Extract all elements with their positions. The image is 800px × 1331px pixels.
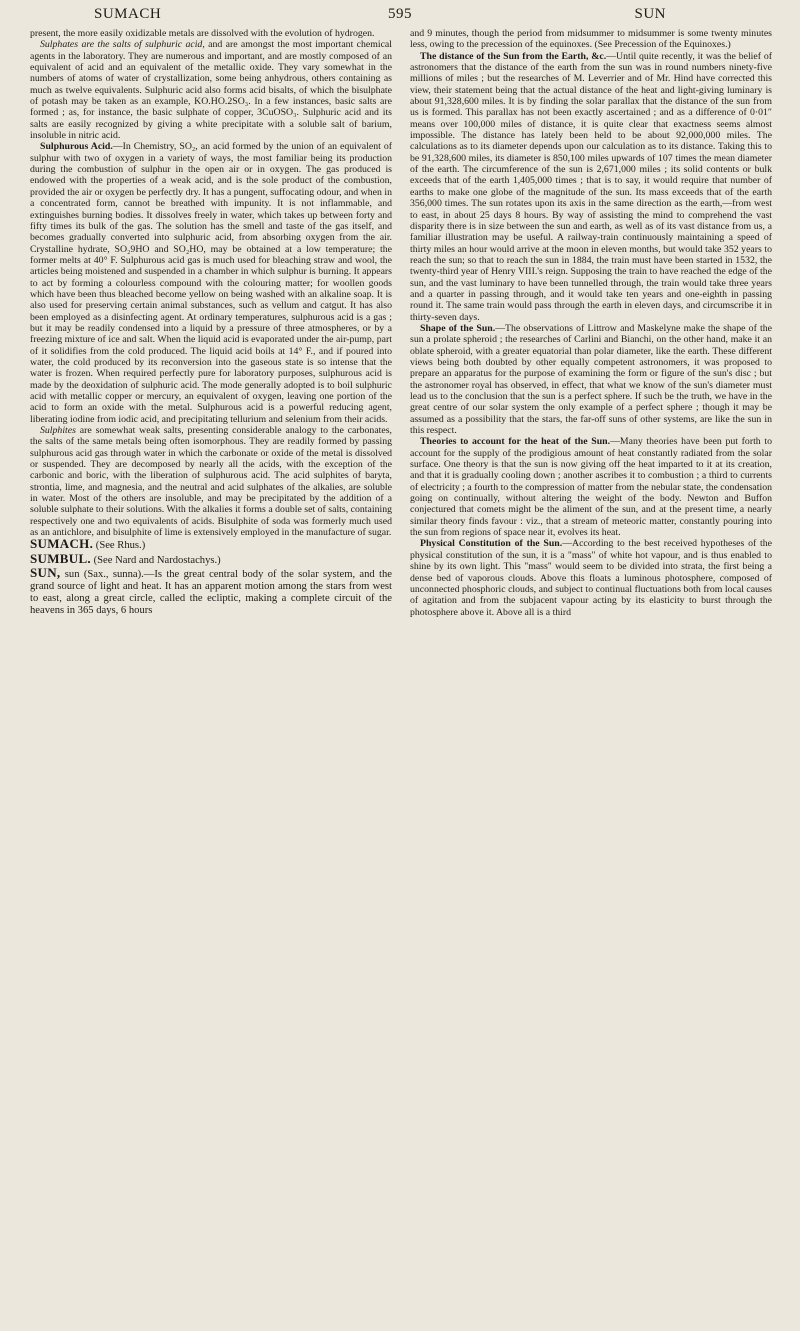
paragraph-body: —The observations of Littrow and Maskelyne make the shape of the sun a prolate spheroid ; the researches of Carlini and Bianchi, on the other hand, make it an oblate spheroid, with a greater equatorial than polar diameter, like the earth. These different views being both doubted by other equally competent astronomers, it was proposed to prepare an apparatus for the purpose of examining the form or figure of the sun's disc ; but the astronomer royal has observed, in effect, that what we know of the sun's diameter must lead us to the conclusion that the sun is a perfect sphere. If such be the truth, we have in the great centre of our solar system the only example of a perfect sphere ; though it may be assumed as a possibility that the stars, the far-off suns of other systems, are like the sun in this respect. (410, 322, 772, 437)
paragraph-body: —Many theories have been put forth to account for the supply of the prodigious amount of heat constantly radiated from the solar surface. One theory is that the sun is now giving off the heat imparted to it at its creation, and that it is gradually cooling down ; another ascribes it to combustion ; a third to currents of electricity ; a fourth to the compression of matter from the nebular state, the condensation going on continually, without altering the weight of the body. Newton and Buffon conjectured that comets might be the aliment of the sun, and at the present time, a nearly similar theory finds favour : viz., that a stream of meteoric matter, constantly pouring into the sun from regions of space near it, evolves its heat. (410, 436, 773, 539)
paragraph-lead: The distance of the Sun from the Earth, &c. (420, 50, 607, 62)
header-right-word: SUN (634, 6, 666, 22)
paragraph (30, 39, 392, 141)
page-number: 595 (388, 6, 412, 22)
paragraph-body: —According to the best received hypotheses of the physical constitution of the sun, it is a "mass" of white hot vapour, and is thus enabled to shine by its own light. This "mass" would seem to be divided into strata, the first being a dense bed of vaporous clouds. Above this floats a luminous photosphere, composed of unconnected phosphoric clouds, and subject to continual fluctuations both from local causes of agitation and from the subjacent vapour acting by its elasticity to burst through the photosphere above it. Above all is a third (410, 538, 772, 618)
paragraph (410, 538, 772, 617)
paragraph-body: —In Chemistry, SO₂, an acid formed by the union of an equivalent of sulphur with two of oxygen in a variety of ways, the most familiar being its production during the combustion of sulphur in the open air or in oxygen. The gas produced is endowed with the properties of a weak acid, and is the sole product of the combustion, provided the air or oxygen be perfectly dry. It has a pungent, suffocating odour, and when in a concentrated form, cannot be breathed with impunity. It is not inflammable, and extinguishes burning bodies. It dissolves freely in water, which takes up between forty and fifty times its bulk of the gas. The solution has the smell and taste of the gas itself, and becomes gradually converted into sulphuric acid, from absorbing oxygen from the air. Crystalline hydrate, SO₂9HO and SO₂HO, may be obtained at a low temperature; the former melts at 40° F. Sulphurous acid gas is much used for bleaching straw and wool, the articles being moistened and suspended in a chamber in which sulphur is burning. It appears to act by forming a colourless compound with the colouring matter; for woollen goods which have been thus bleached become yellow on being washed with an alkaline soap. It is also used for preserving certain animal substances, such as vellum and catgut. It has also been employed as a disinfecting agent. At ordinary temperatures, sulphurous acid is a gas ; but it may be readily condensed into a liquid by a pressure of three atmospheres, or by a freezing mixture of ice and salt. When the liquid acid is evaporated under the air-pump, part of it solidifies from the cold produced. The liquid acid boils at 14° F., and if poured into water, the cold produced by its reconversion into the gaseous state is so intense that the water is frozen. When required perfectly pure for laboratory purposes, sulphurous acid is made by the deoxidation of sulphuric acid. The mode generally adopted is to boil sulphuric acid with metallic copper or mercury, an equivalent of oxygen, leaving one portion of the acid to form an oxide with the metal. Sulphurous acid is a powerful reducing agent, liberating iodine from iodic acid, and precipitating tellurium and selenium from their acids. (30, 141, 392, 425)
right-column (410, 28, 772, 1331)
entry-body: (See Rhus.) (93, 540, 146, 552)
entry-body: sun (Sax., sunna).—Is the great central body of the solar system, and the grand source of light and heat. It has an apparent motion among the stars from west to east, along a great circle, called the ecliptic, making a complete circuit of the heavens in 365 days, 6 hours (30, 568, 392, 616)
dictionary-entry-sumbul (30, 550, 392, 567)
paragraph (30, 425, 392, 538)
paragraph-body: are somewhat weak salts, presenting considerable analogy to the carbonates, the salts of the same metals being often isomorphous. They are readily formed by passing sulphurous acid gas through water in which the carbonate or oxide of the metal is dissolved or suspended. They are decomposed by nearly all the acids, with the exception of the carbonic and boric, with the liberation of sulphurous acid. The acid sulphites of baryta, strontia, lime, and magnesia, and the neutral and acid sulphates of the alkalies, are soluble in water. Most of the others are insoluble, and may be precipitated by the addition of a soluble sulphate to their solutions. With the alkalies it forms a double set of salts, containing respectively one and two equivalents of acids. Bisulphite of soda was formerly much used as an antichlore, and bisulphite of lime is extensively employed in the manufacture of sugar. (30, 425, 392, 539)
paragraph (410, 436, 772, 538)
paragraph-lead: Sulphates are the salts of sulphuric acid, (40, 39, 205, 51)
paragraph: and 9 minutes, though the period from midsummer to midsummer is some twenty minutes less, owing to the precession of the equinoxes. (See Precession of the Equinoxes.) (410, 28, 772, 51)
entry-body: (See Nard and Nardostachys.) (90, 554, 221, 566)
paragraph: present, the more easily oxidizable metals are dissolved with the evolution of hydrogen. (30, 28, 375, 39)
dictionary-entry-sun (30, 564, 392, 617)
entry-headword: SUMBUL. (30, 550, 91, 566)
entry-headword: SUN, (30, 564, 61, 580)
paragraph-body: and are amongst the most important chemical agents in the laboratory. They are numerous and important, and are mostly composed of an equivalent of acid and an equivalent of the metallic oxide. They vary somewhat in the numbers of atoms of water of crystallization, some being anhydrous, others containing as much as twelve equivalents. Sulphuric acid also forms acid bisalts, of which the bisulphate of potash may be taken as an example, KO.HO.2SO₃. In a few instances, basic salts are formed ; as, for instance, the basic sulphate of copper, 3CuOSO₃. Sulphuric acid and its salts are easily recognized by giving a white precipitate with a soluble salt of barium, insoluble in nitric acid. (30, 39, 393, 142)
paragraph (410, 323, 772, 436)
paragraph-lead: Physical Constitution of the Sun. (420, 538, 563, 550)
header-left-word: SUMACH (94, 6, 162, 22)
paragraph-lead: Theories to account for the heat of the Sun. (420, 436, 611, 448)
entry-headword: SUMACH. (30, 536, 94, 552)
paragraph-body: —Until quite recently, it was the belief of astronomers that the distance of the earth from the sun was in round numbers ninety-five millions of miles ; but the researches of M. Leverrier and of Mr. Hind have corrected this view, their statement being that the actual distance of the heat and light-giving luminary is about 91,328,600 miles. It is by finding the solar parallax that the distance of the sun from us is formed. This parallax has not been exactly ascertained ; and as a difference of 0·01″ means over 100,000 miles of distance, it is quite clear that exactness seems almost impossible. The distance has lately been held to be about 92,000,000 miles. The calculations as to its diameter depends upon our calculation as to its distance. Taking this to be 91,328,600 miles, its diameter is 850,100 miles upwards of 107 times the mean diameter of the earth. The circumference of the sun is 2,671,000 miles ; its solid contents or bulk exceeds that of the earth 1,405,000 times ; that is to say, it would require that number of earths to make one globe of the magnitude of the sun. Its mass exceeds that of the earth 356,000 times. The sun rotates upon its axis in the same direction as the earth,—from west to east, in about 25 days 8 hours. By way of assisting the mind to comprehend the vast disparity there is in size between the sun and earth, as well as of its vast distance from us, a familiar illustration may be useful. A railway-train continuously maintaining a speed of thirty miles an hour would arrive at the moon in eleven months, but would take 352 years to reach the sun; so that to reach the sun in 1884, the train must have been started in 1532, the twenty-third year of Henry VIII.'s reign. Supposing the train to have reached the edge of the sun, and the vast luminary to have been tunnelled through, the train would take three years and a quarter in passing through, and it would take ten years and one-eighth in passing round it. The same train would pass through the earth in eleven days, and circumscribe it in thirty-seven days. (410, 50, 772, 323)
paragraph-lead: Sulphurous Acid. (40, 141, 113, 153)
paragraph-lead: Shape of the Sun. (420, 322, 496, 334)
left-column (30, 28, 392, 1331)
paragraph-lead: Sulphites (40, 425, 76, 437)
paragraph (410, 51, 772, 323)
paragraph (30, 141, 392, 425)
text-columns (30, 28, 772, 1331)
